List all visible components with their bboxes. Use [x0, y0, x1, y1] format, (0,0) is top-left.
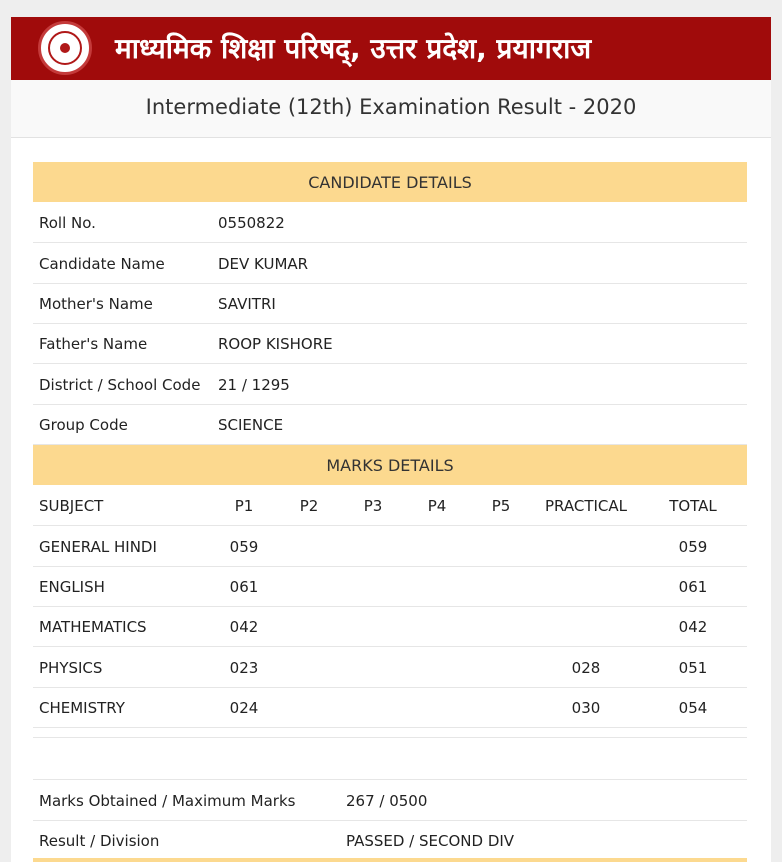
field-value: SCIENCE: [218, 416, 284, 434]
column-header: SUBJECT: [39, 497, 104, 515]
column-header: P4: [427, 497, 447, 515]
candidate-row-group: [33, 404, 747, 445]
candidate-section-title: CANDIDATE DETAILS: [33, 162, 747, 202]
field-label: Candidate Name: [39, 255, 165, 273]
column-header: TOTAL: [669, 497, 717, 515]
table-row: [33, 526, 747, 567]
practical-cell: 030: [571, 699, 601, 717]
p1-cell: 024: [229, 699, 259, 717]
column-header: PRACTICAL: [544, 497, 627, 515]
field-value: 0550822: [218, 214, 285, 232]
field-value: 21 / 1295: [218, 376, 290, 394]
column-header: P1: [234, 497, 254, 515]
candidate-row-district: [33, 364, 747, 405]
board-logo-icon: [38, 21, 92, 75]
total-cell: 054: [678, 699, 708, 717]
table-row: [33, 647, 747, 688]
p1-cell: 061: [229, 578, 259, 596]
column-header: P3: [363, 497, 383, 515]
total-cell: 042: [678, 618, 708, 636]
table-row: [33, 606, 747, 647]
candidate-row-name: [33, 243, 747, 284]
summary-row-marks: [33, 779, 747, 821]
summary-label: Marks Obtained / Maximum Marks: [39, 792, 296, 810]
total-cell: 061: [678, 578, 708, 596]
field-label: District / School Code: [39, 376, 201, 394]
summary-row-result: [33, 820, 747, 861]
field-label: Roll No.: [39, 214, 96, 232]
table-row: [33, 687, 747, 728]
column-header: P5: [491, 497, 511, 515]
summary-value: 267 / 0500: [346, 792, 428, 810]
field-label: Mother's Name: [39, 295, 153, 313]
p1-cell: 059: [229, 538, 259, 556]
field-value: DEV KUMAR: [218, 255, 309, 273]
candidate-row-mother: [33, 283, 747, 324]
marks-header-row: [33, 485, 747, 526]
subject-cell: CHEMISTRY: [39, 699, 125, 717]
total-cell: 051: [678, 659, 708, 677]
candidate-row-father: [33, 323, 747, 364]
empty-row: [33, 727, 747, 738]
marks-section-title: MARKS DETAILS: [33, 445, 747, 485]
practical-cell: 028: [571, 659, 601, 677]
summary-label: Result / Division: [39, 832, 160, 850]
subject-cell: GENERAL HINDI: [39, 538, 157, 556]
column-header: P2: [299, 497, 319, 515]
header-bar: [11, 17, 771, 80]
exam-title-bar: [11, 80, 771, 138]
exam-title: Intermediate (12th) Examination Result - 2020: [145, 95, 637, 119]
header-title: माध्यमिक शिक्षा परिषद्, उत्तर प्रदेश, प्रयागराज: [115, 32, 592, 65]
table-row: [33, 566, 747, 607]
candidate-row-roll: [33, 202, 747, 243]
field-label: Father's Name: [39, 335, 148, 353]
summary-value: PASSED / SECOND DIV: [346, 832, 515, 850]
p1-cell: 023: [229, 659, 259, 677]
field-label: Group Code: [39, 416, 128, 434]
subject-cell: ENGLISH: [39, 578, 105, 596]
section-bar: [33, 858, 747, 862]
field-value: ROOP KISHORE: [218, 335, 333, 353]
subject-cell: MATHEMATICS: [39, 618, 147, 636]
subject-cell: PHYSICS: [39, 659, 103, 677]
total-cell: 059: [678, 538, 708, 556]
p1-cell: 042: [229, 618, 259, 636]
field-value: SAVITRI: [218, 295, 276, 313]
